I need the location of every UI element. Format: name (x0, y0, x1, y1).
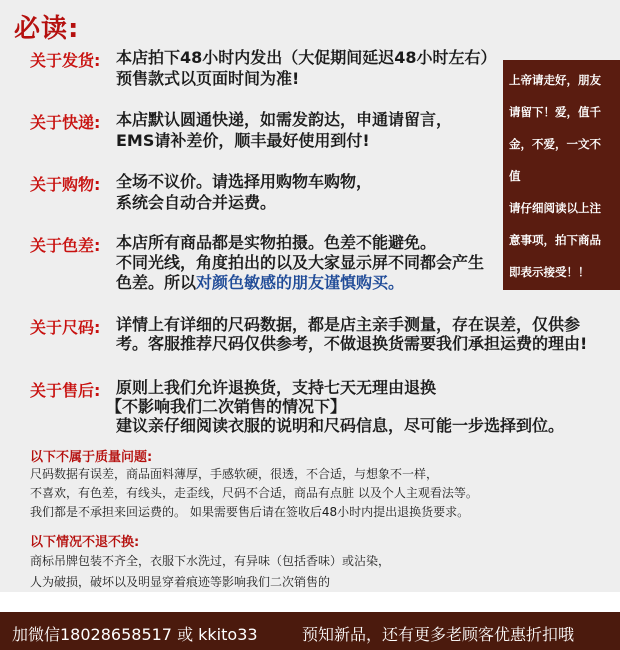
quality-line-3: 我们都是不承担来回运费的。 如果需要售后请在签收后48小时内提出退换货要求。 (30, 505, 470, 519)
notice-line: 意事项，拍下商品 (509, 233, 601, 247)
color-line-3 (116, 273, 404, 293)
section-label-color-difference: 关于色差: (30, 236, 101, 255)
after-sales-line-1: 原则上我们允许退换货，支持七天无理由退换 (116, 378, 437, 397)
page-title: 必读: (14, 14, 80, 44)
noreturn-title: 以下情况不退不换: (30, 535, 140, 550)
footer-promo: 预知新品，还有更多老顾客优惠折扣哦 (302, 625, 575, 644)
section-label-courier: 关于快递: (30, 113, 101, 132)
quality-title: 以下不属于质量问题: (30, 450, 153, 465)
section-label-shipping: 关于发货: (30, 51, 101, 70)
section-label-after-sales: 关于售后: (30, 381, 101, 400)
notice-line: 金，不爱，一文不 (509, 137, 601, 151)
notice-line: 值 (509, 169, 521, 183)
notice-box (503, 60, 620, 290)
after-sales-line-3: 建议亲仔细阅读衣服的说明和尺码信息，尽可能一步选择到位。 (116, 416, 565, 435)
noreturn-line-2: 人为破损，破坏以及明显穿着痕迹等影响我们二次销售的 (30, 575, 331, 589)
color-line-3-text: 色差。所以 (116, 273, 197, 292)
section-label-shopping: 关于购物: (30, 175, 101, 194)
quality-line-2: 不喜欢，有色差，有线头，走歪线，尺码不合适，商品有点脏 以及个人主观看法等。 (30, 486, 478, 500)
color-line-2: 不同光线，角度拍出的以及大家显示屏不同都会产生 (116, 253, 485, 272)
notice-line: 上帝请走好，朋友 (509, 73, 601, 87)
size-line-2: 考。客服推荐尺码仅供参考，不做退换货需要我们承担运费的理由! (116, 334, 588, 353)
notice-line: 请留下！爱，值千 (509, 105, 601, 119)
notice-line: 请仔细阅读以上注 (509, 201, 601, 215)
shopping-line-2: 系统会自动合并运费。 (116, 193, 277, 212)
courier-line-2: EMS请补差价，顺丰最好使用到付! (116, 131, 370, 150)
after-sales-line-2: 【不影响我们二次销售的情况下】 (106, 397, 347, 416)
courier-line-1: 本店默认圆通快递，如需发韵达，申通请留言， (116, 110, 453, 129)
color-highlight: 对颜色敏感的朋友谨慎购买。 (196, 273, 405, 292)
footer-contact: 加微信18028658517 或 kkito33 (12, 625, 258, 644)
color-line-1: 本店所有商品都是实物拍摄。色差不能避免。 (116, 233, 437, 252)
shipping-line-2: 预售款式以页面时间为准! (116, 69, 300, 88)
divider-band (0, 592, 620, 612)
size-line-1: 详情上有详细的尺码数据，都是店主亲手测量，存在误差，仅供参 (116, 315, 581, 334)
shipping-line-1: 本店拍下48小时内发出（大促期间延迟48小时左右） (116, 48, 497, 67)
notice-line: 即表示接受！！ (509, 265, 590, 279)
footer-bar (0, 612, 620, 650)
noreturn-line-1: 商标吊牌包装不齐全，衣服下水洗过，有异味（包括香味）或沾染， (30, 554, 391, 568)
quality-line-1: 尺码数据有误差，商品面料薄厚，手感软硬，很透，不合适，与想象不一样， (30, 467, 439, 481)
shopping-line-1: 全场不议价。请选择用购物车购物， (116, 172, 373, 191)
section-label-size: 关于尺码: (30, 318, 101, 337)
